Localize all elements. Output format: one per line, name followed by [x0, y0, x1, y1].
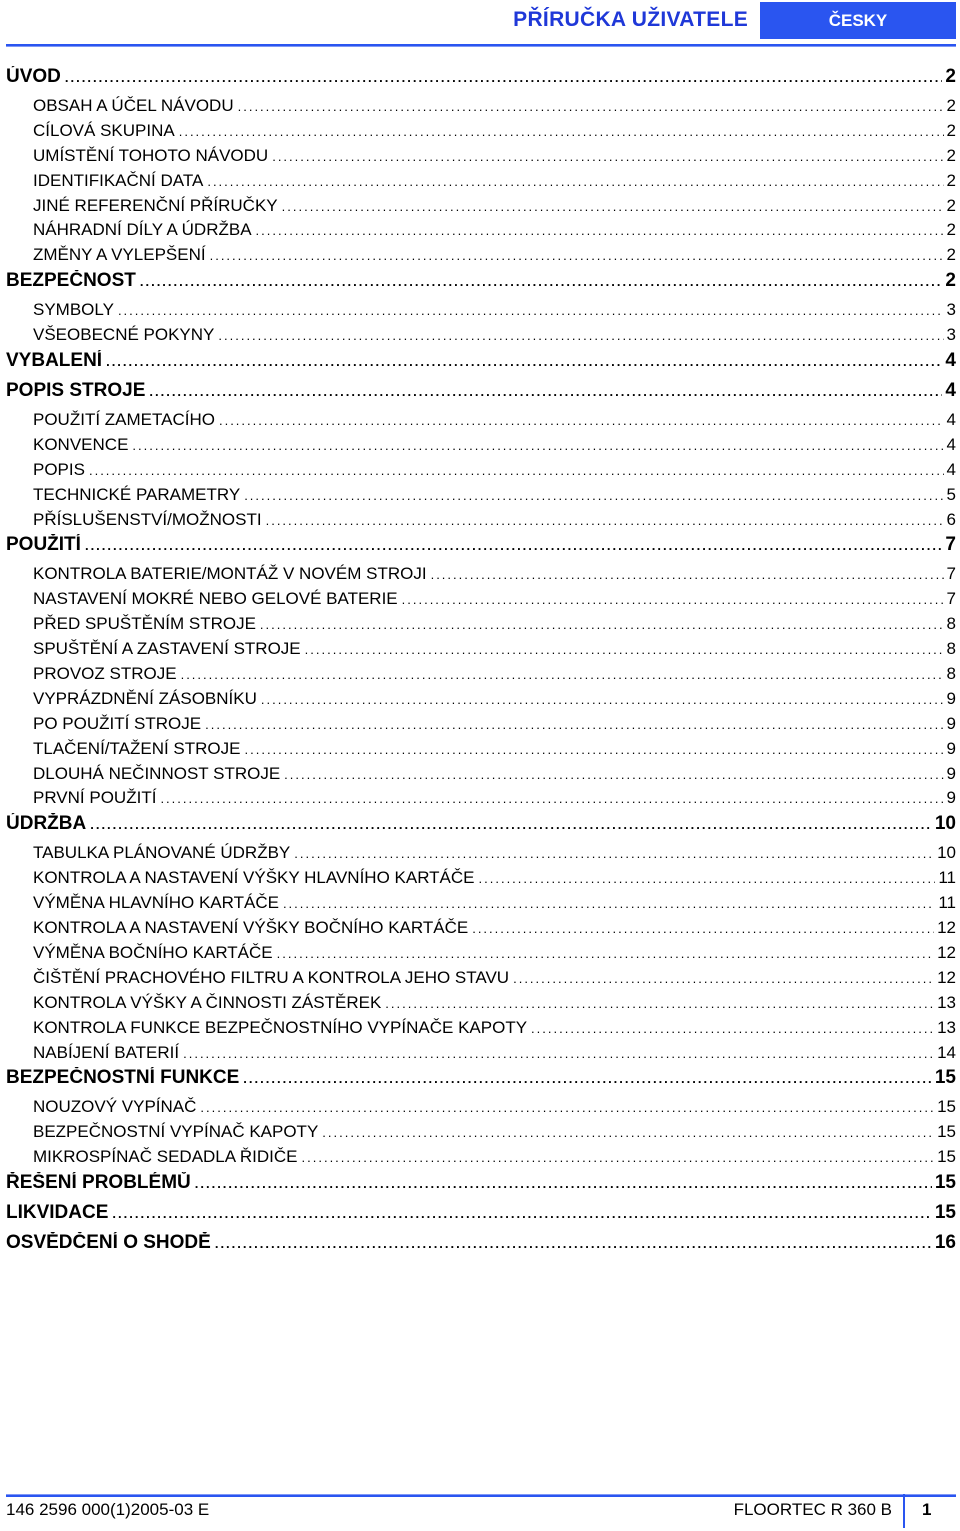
toc-dot-leader	[385, 996, 934, 1011]
toc-entry-title: SYMBOLY	[33, 300, 114, 320]
toc-dot-leader	[181, 667, 944, 682]
toc-entry-page: 15	[937, 1147, 956, 1167]
toc-entry-page: 13	[937, 1017, 956, 1037]
toc-entry-title: POPIS STROJE	[6, 380, 146, 402]
toc-dot-leader	[261, 692, 944, 707]
toc-dot-leader	[140, 274, 943, 289]
toc-section-entry[interactable]	[6, 534, 956, 564]
toc-dot-leader	[277, 946, 934, 961]
toc-entry-title: MIKROSPÍNAČ SEDADLA ŘIDIČE	[33, 1147, 298, 1167]
toc-entry-page: 8	[946, 664, 956, 684]
toc-dot-leader	[90, 817, 932, 832]
toc-entry-title: ŘEŠENÍ PROBLÉMŮ	[6, 1172, 191, 1194]
toc-entry-page: 15	[934, 1202, 956, 1224]
toc-subsection-entry[interactable]	[6, 868, 956, 893]
toc-entry-page: 10	[934, 813, 956, 835]
toc-subsection-entry[interactable]	[6, 714, 956, 739]
toc-entry-page: 2	[945, 270, 956, 292]
toc-entry-page: 15	[934, 1172, 956, 1194]
toc-subsection-entry[interactable]	[6, 1097, 956, 1122]
toc-entry-page: 3	[946, 300, 956, 320]
toc-entry-page: 11	[938, 893, 956, 913]
toc-entry-page: 9	[946, 763, 956, 783]
toc-subsection-entry[interactable]	[6, 993, 956, 1018]
toc-dot-leader	[479, 871, 936, 886]
toc-subsection-entry[interactable]	[6, 325, 956, 350]
toc-entry-title: ČIŠTĚNÍ PRACHOVÉHO FILTRU A KONTROLA JEHO STAVU	[33, 967, 510, 987]
toc-dot-leader	[160, 791, 943, 806]
toc-entry-title: PŘED SPUŠTĚNÍM STROJE	[33, 614, 256, 634]
toc-entry-title: KONTROLA FUNKCE BEZPEČNOSTNÍHO VYPÍNAČE KAPOTY	[33, 1017, 528, 1037]
toc-entry-page: 2	[945, 66, 956, 87]
toc-entry-title: SPUŠTĚNÍ A ZASTAVENÍ STROJE	[33, 639, 301, 659]
toc-entry-page: 2	[946, 145, 956, 165]
toc-dot-leader	[65, 70, 943, 85]
toc-entry-page: 9	[946, 713, 956, 733]
toc-dot-leader	[85, 538, 942, 553]
toc-section-entry[interactable]	[6, 66, 956, 96]
toc-subsection-entry[interactable]	[6, 220, 956, 245]
toc-dot-leader	[431, 567, 944, 582]
toc-entry-page: 10	[937, 843, 956, 863]
toc-section-entry[interactable]	[6, 1232, 956, 1262]
document-number: 146 2596 000(1)2005-03 E	[6, 1500, 210, 1519]
toc-dot-leader	[179, 124, 944, 139]
toc-subsection-entry[interactable]	[6, 1018, 956, 1043]
toc-entry-title: UMÍSTĚNÍ TOHOTO NÁVODU	[33, 145, 269, 165]
toc-entry-page: 11	[938, 868, 956, 888]
toc-entry-page: 15	[934, 1067, 956, 1089]
toc-entry-page: 2	[946, 195, 956, 215]
toc-entry-title: KONTROLA A NASTAVENÍ VÝŠKY HLAVNÍHO KARTÁČE	[33, 868, 475, 888]
toc-entry-title: BEZPEČNOSTNÍ VYPÍNAČ KAPOTY	[33, 1122, 319, 1142]
toc-entry-title: POUŽITÍ ZAMETACÍHO	[33, 410, 215, 430]
toc-section-entry[interactable]	[6, 270, 956, 300]
toc-entry-title: POPIS	[33, 459, 85, 479]
toc-entry-page: 3	[946, 325, 956, 345]
toc-entry-page: 12	[937, 942, 956, 962]
toc-entry-page: 7	[946, 589, 956, 609]
toc-entry-title: TABULKA PLÁNOVANÉ ÚDRŽBY	[33, 843, 291, 863]
toc-dot-leader	[118, 303, 944, 318]
toc-entry-page: 7	[945, 534, 956, 556]
toc-entry-title: NABÍJENÍ BATERIÍ	[33, 1042, 180, 1062]
toc-entry-title: IDENTIFIKAČNÍ DATA	[33, 170, 204, 190]
toc-entry-title: ÚDRŽBA	[6, 813, 87, 835]
toc-entry-page: 6	[946, 509, 956, 529]
toc-dot-leader	[200, 1100, 934, 1115]
model-name: FLOORTEC R 360 B	[733, 1500, 892, 1519]
toc-entry-page: 4	[945, 380, 956, 402]
toc-section-entry[interactable]	[6, 1202, 956, 1232]
toc-dot-leader	[238, 99, 944, 114]
toc-entry-title: OSVĚDČENÍ O SHODĚ	[6, 1232, 211, 1254]
table-of-contents	[6, 66, 956, 1262]
toc-subsection-entry[interactable]	[6, 300, 956, 325]
toc-entry-title: NASTAVENÍ MOKRÉ NEBO GELOVÉ BATERIE	[33, 589, 398, 609]
toc-subsection-entry[interactable]	[6, 764, 956, 789]
toc-dot-leader	[243, 1071, 932, 1086]
toc-entry-title: VYBALENÍ	[6, 350, 103, 372]
toc-subsection-entry[interactable]	[6, 196, 956, 221]
toc-entry-page: 8	[946, 639, 956, 659]
toc-entry-title: BEZPEČNOSTNÍ FUNKCE	[6, 1067, 240, 1089]
footer-separator	[903, 1494, 905, 1528]
toc-subsection-entry[interactable]	[6, 1122, 956, 1147]
toc-entry-page: 2	[946, 120, 956, 140]
toc-dot-leader	[513, 971, 934, 986]
toc-subsection-entry[interactable]	[6, 918, 956, 943]
toc-entry-title: NÁHRADNÍ DÍLY A ÚDRŽBA	[33, 220, 252, 240]
toc-dot-leader	[245, 742, 944, 757]
toc-entry-page: 8	[946, 614, 956, 634]
toc-dot-leader	[132, 438, 943, 453]
toc-dot-leader	[266, 513, 944, 528]
toc-dot-leader	[256, 223, 944, 238]
toc-dot-leader	[210, 248, 944, 263]
toc-entry-title: VŠEOBECNÉ POKYNY	[33, 325, 215, 345]
toc-dot-leader	[195, 1176, 932, 1191]
toc-subsection-entry[interactable]	[6, 589, 956, 614]
toc-entry-page: 2	[946, 96, 956, 115]
toc-subsection-entry[interactable]	[6, 146, 956, 171]
toc-entry-title: BEZPEČNOST	[6, 270, 136, 292]
toc-entry-page: 5	[946, 484, 956, 504]
toc-entry-title: KONVENCE	[33, 434, 129, 454]
toc-dot-leader	[183, 1046, 934, 1061]
toc-dot-leader	[294, 846, 934, 861]
toc-entry-title: VYPRÁZDNĚNÍ ZÁSOBNÍKU	[33, 688, 257, 708]
page-header	[0, 0, 960, 50]
toc-dot-leader	[219, 413, 944, 428]
toc-entry-title: PRVNÍ POUŽITÍ	[33, 788, 157, 808]
toc-entry-page: 2	[946, 220, 956, 240]
toc-entry-page: 15	[937, 1122, 956, 1142]
toc-entry-page: 4	[946, 410, 956, 430]
toc-subsection-entry[interactable]	[6, 788, 956, 813]
toc-entry-title: KONTROLA VÝŠKY A ČINNOSTI ZÁSTĚREK	[33, 992, 382, 1012]
toc-dot-leader	[284, 767, 943, 782]
toc-subsection-entry[interactable]	[6, 739, 956, 764]
toc-dot-leader	[215, 1236, 932, 1251]
toc-subsection-entry[interactable]	[6, 614, 956, 639]
toc-entry-title: JINÉ REFERENČNÍ PŘÍRUČKY	[33, 195, 278, 215]
toc-dot-leader	[106, 354, 942, 369]
toc-entry-title: OBSAH A ÚČEL NÁVODU	[33, 96, 234, 115]
toc-entry-title: PO POUŽITÍ STROJE	[33, 713, 202, 733]
toc-entry-page: 7	[946, 564, 956, 584]
toc-entry-page: 2	[946, 170, 956, 190]
toc-dot-leader	[283, 896, 935, 911]
toc-dot-leader	[322, 1125, 934, 1140]
toc-entry-page: 4	[946, 434, 956, 454]
toc-entry-page: 9	[946, 788, 956, 808]
toc-subsection-entry[interactable]	[6, 564, 956, 589]
page-number: 1	[922, 1500, 932, 1519]
toc-entry-title: KONTROLA A NASTAVENÍ VÝŠKY BOČNÍHO KARTÁČE	[33, 918, 469, 938]
language-badge: ČESKY	[760, 2, 956, 39]
toc-section-entry[interactable]	[6, 350, 956, 380]
toc-subsection-entry[interactable]	[6, 943, 956, 968]
toc-dot-leader	[305, 642, 944, 657]
toc-dot-leader	[205, 717, 943, 732]
toc-subsection-entry[interactable]	[6, 410, 956, 435]
toc-entry-page: 4	[946, 459, 956, 479]
toc-dot-leader	[531, 1021, 934, 1036]
header-divider	[6, 44, 956, 47]
toc-dot-leader	[282, 199, 944, 214]
toc-subsection-entry[interactable]	[6, 639, 956, 664]
toc-entry-page: 12	[937, 967, 956, 987]
toc-dot-leader	[244, 488, 943, 503]
toc-subsection-entry[interactable]	[6, 1147, 956, 1172]
toc-entry-page: 13	[937, 992, 956, 1012]
toc-subsection-entry[interactable]	[6, 1043, 956, 1068]
toc-section-entry[interactable]	[6, 813, 956, 843]
toc-entry-title: VÝMĚNA HLAVNÍHO KARTÁČE	[33, 893, 279, 913]
toc-dot-leader	[218, 328, 943, 343]
toc-dot-leader	[302, 1150, 935, 1165]
toc-dot-leader	[260, 617, 944, 632]
toc-subsection-entry[interactable]	[6, 664, 956, 689]
toc-section-entry[interactable]	[6, 1067, 956, 1097]
toc-dot-leader	[402, 592, 944, 607]
toc-dot-leader	[112, 1206, 931, 1221]
toc-entry-page: 12	[937, 918, 956, 938]
manual-title: PŘÍRUČKA UŽIVATELE	[513, 8, 748, 31]
toc-entry-title: ÚVOD	[6, 66, 61, 87]
toc-subsection-entry[interactable]	[6, 485, 956, 510]
toc-entry-page: 4	[945, 350, 956, 372]
toc-dot-leader	[207, 174, 943, 189]
toc-subsection-entry[interactable]	[6, 968, 956, 993]
toc-entry-title: POUŽITÍ	[6, 534, 81, 556]
toc-subsection-entry[interactable]	[6, 460, 956, 485]
toc-entry-page: 15	[937, 1097, 956, 1117]
toc-entry-title: NOUZOVÝ VYPÍNAČ	[33, 1097, 197, 1117]
toc-entry-page: 9	[946, 688, 956, 708]
toc-entry-title: PŘÍSLUŠENSTVÍ/MOŽNOSTI	[33, 509, 262, 529]
toc-entry-title: CÍLOVÁ SKUPINA	[33, 120, 175, 140]
toc-entry-title: ZMĚNY A VYLEPŠENÍ	[33, 245, 206, 265]
toc-entry-title: PROVOZ STROJE	[33, 664, 177, 684]
toc-entry-title: DLOUHÁ NEČINNOST STROJE	[33, 763, 281, 783]
toc-entry-title: TECHNICKÉ PARAMETRY	[33, 484, 241, 504]
toc-subsection-entry[interactable]	[6, 245, 956, 270]
toc-dot-leader	[272, 149, 943, 164]
toc-entry-title: LIKVIDACE	[6, 1202, 109, 1224]
toc-entry-title: TLAČENÍ/TAŽENÍ STROJE	[33, 738, 241, 758]
toc-subsection-entry[interactable]	[6, 689, 956, 714]
toc-dot-leader	[89, 463, 944, 478]
toc-section-entry[interactable]	[6, 1172, 956, 1202]
toc-subsection-entry[interactable]	[6, 435, 956, 460]
toc-subsection-entry[interactable]	[6, 121, 956, 146]
toc-dot-leader	[472, 921, 934, 936]
toc-section-entry[interactable]	[6, 380, 956, 410]
toc-dot-leader	[149, 384, 942, 399]
toc-subsection-entry[interactable]	[6, 510, 956, 535]
toc-entry-page: 9	[946, 738, 956, 758]
toc-entry-page: 16	[934, 1232, 956, 1254]
toc-subsection-entry[interactable]	[6, 893, 956, 918]
toc-entry-page: 2	[946, 245, 956, 265]
toc-subsection-entry[interactable]	[6, 96, 956, 121]
toc-subsection-entry[interactable]	[6, 171, 956, 196]
toc-subsection-entry[interactable]	[6, 843, 956, 868]
toc-entry-title: VÝMĚNA BOČNÍHO KARTÁČE	[33, 942, 273, 962]
footer-divider	[6, 1494, 956, 1497]
toc-entry-page: 14	[937, 1042, 956, 1062]
toc-entry-title: KONTROLA BATERIE/MONTÁŽ V NOVÉM STROJI	[33, 564, 427, 584]
